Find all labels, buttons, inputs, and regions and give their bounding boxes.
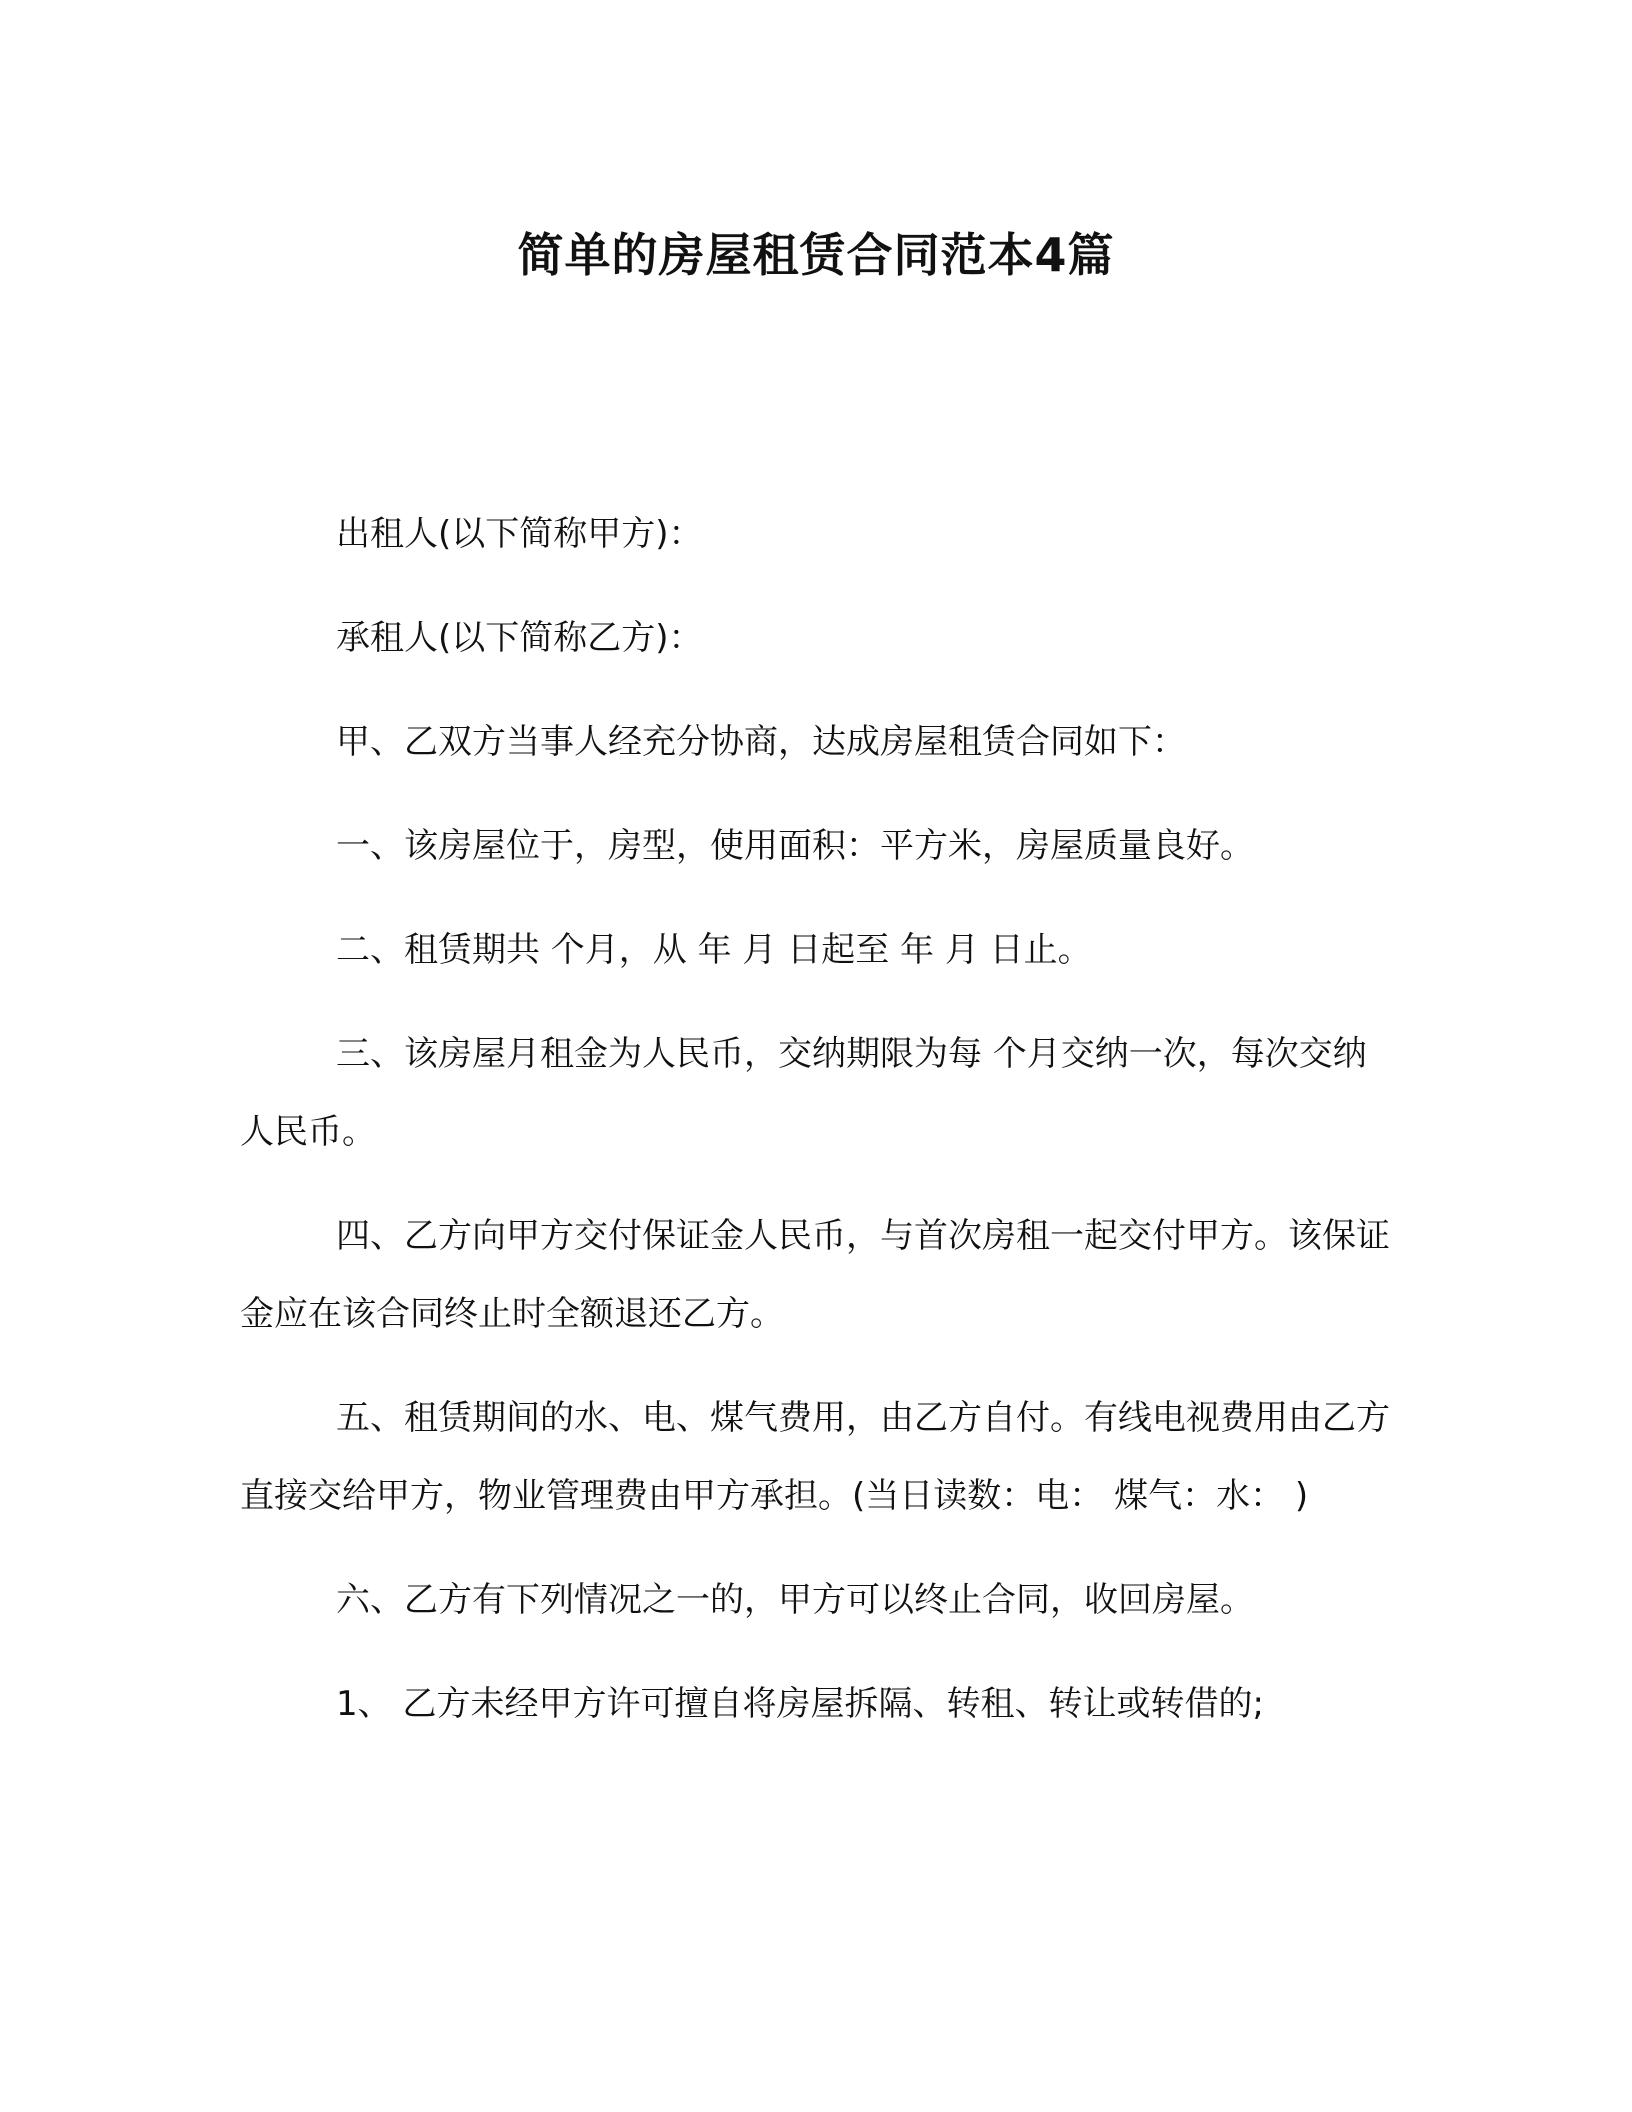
paragraph-clause-6-item-1: 1、 乙方未经甲方许可擅自将房屋拆隔、转租、转让或转借的; [336, 1684, 1264, 1724]
document-body [240, 495, 1400, 1769]
paragraph-clause-1: 一、该房屋位于，房型，使用面积：平方米，房屋质量良好。 [336, 826, 1254, 866]
paragraph-clause-3: 三、该房屋月租金为人民币，交纳期限为每 个月交纳一次，每次交纳人民币。 [240, 1034, 1367, 1152]
paragraph-clause-2: 二、租赁期共 个月，从 年 月 日起至 年 月 日止。 [336, 930, 1092, 970]
paragraph-lessee: 承租人(以下简称乙方)： [336, 618, 703, 658]
paragraph-agreement-intro: 甲、乙双方当事人经充分协商，达成房屋租赁合同如下： [336, 722, 1186, 762]
paragraph-clause-4: 四、乙方向甲方交付保证金人民币，与首次房租一起交付甲方。该保证金应在该合同终止时全额退还乙方。 [240, 1216, 1390, 1334]
paragraph-lessor: 出租人(以下简称甲方)： [336, 514, 703, 554]
document-title: 简单的房屋租赁合同范本4篇 [517, 228, 1115, 282]
paragraph-clause-5: 五、租赁期间的水、电、煤气费用，由乙方自付。有线电视费用由乙方直接交给甲方，物业管理费由甲方承担。(当日读数：电： 煤气：水： ) [240, 1398, 1390, 1516]
paragraph-clause-6: 六、乙方有下列情况之一的，甲方可以终止合同，收回房屋。 [336, 1580, 1254, 1620]
